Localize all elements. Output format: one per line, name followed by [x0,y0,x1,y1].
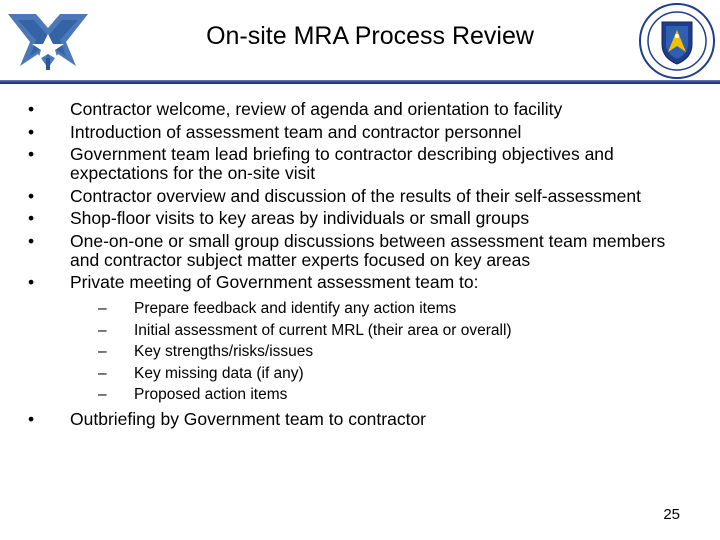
bullet-dot: • [28,230,35,251]
header-rule [0,80,720,84]
dash-marker: – [98,321,107,339]
page-number: 25 [663,506,680,523]
bullet-dot: • [28,144,35,164]
sub-bullet-item: – Key missing data (if any) [98,363,682,385]
bullet-item: • Contractor welcome, review of agenda and orientation to facility [28,99,563,119]
dash-marker: – [98,386,107,403]
dash-marker: – [98,300,107,317]
bullet-dot: • [28,121,35,142]
sub-bullet-item: – Initial assessment of current MRL (their area or overall) [98,320,682,342]
bullet-dot: • [28,208,35,228]
bullet-item: • Shop-floor visits to key areas by individuals or small groups [28,208,530,228]
dash-marker: – [98,343,107,360]
bullet-item: • One-on-one or small group discussions between assessment team members and contractor subject matter experts focused on key areas [28,230,666,270]
bullet-item: • Introduction of assessment team and contractor personnel [28,121,522,142]
bullet-item: • Government team lead briefing to contractor describing objectives and expectations for the on-site visit [28,144,614,183]
bullet-item: • Outbriefing by Government team to contractor [28,408,426,429]
bullet-list [22,100,682,432]
bullet-item: • Contractor overview and discussion of the results of their self-assessment [28,185,641,206]
air-force-wings-icon [6,4,90,74]
slide-title: On-site MRA Process Review [206,22,534,50]
sub-bullet-list [70,298,682,406]
bullet-dot: • [28,408,35,429]
sub-bullet-item: – Prepare feedback and identify any action items [98,298,682,320]
bullet-dot: • [28,99,35,119]
sub-bullet-item: – Proposed action items [98,384,682,406]
sub-bullet-item: – Key strengths/risks/issues [98,341,682,363]
bullet-item: • Private meeting of Government assessment team to: – Prepare feedback and identify any action items – Initial assessment of current MRL (their area or overall) – Key strengths/risks/issues – Key missing data (if any) – Proposed action items [22,273,682,406]
bullet-dot: • [28,185,35,206]
bullet-dot: • [28,272,35,292]
dash-marker: – [98,364,107,382]
command-shield-emblem-icon [638,2,716,80]
